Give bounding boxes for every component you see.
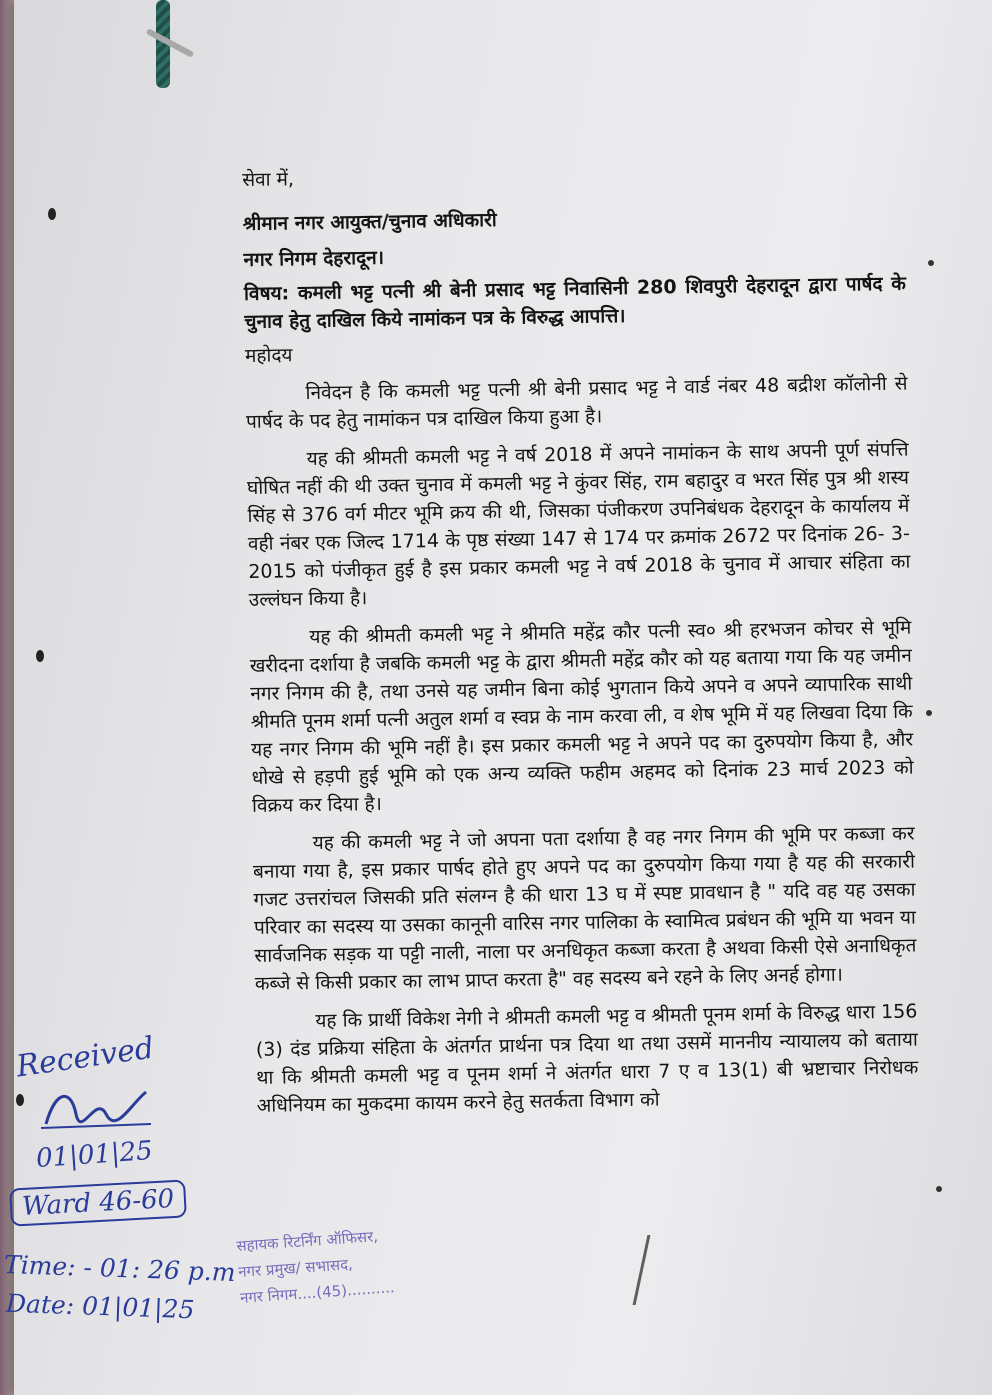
stamp-line-1: सहायक रिटर्निंग ऑफिसर, xyxy=(235,1227,379,1256)
paragraph-4: यह की कमली भट्ट ने जो अपना पता दर्शाया है वह नगर निगम की भूमि पर कब्जा कर बनाया गया है, इस प्रकार पार्षद होते हुए अपने पद का दुरुपयोग किया गया है यह की सरकारी गजट उत्तरांचल जिसकी प्रति संलग्न है की धारा 13 घ में स्पष्ट प्रावधान है " यदि वह यह उसका परिवार का सदस्य या उसका कानूनी वारिस नगर पालिका के स्वामित्व प्रबंधन की भूमि या भवन या सार्वजनिक सड़क या पट्टी नाली, नाला पर अनधिकृत कब्जा करता है अथवा किसी ऐसे अनाधिकृत कब्जे से किसी प्रकार का लाभ प्राप्त करता है" वह सदस्य बने रहने के लिए अनर्ह होगा। xyxy=(252,822,917,995)
punch-hole xyxy=(36,650,44,662)
paragraph-2: यह की श्रीमती कमली भट्ट ने वर्ष 2018 में अपने नामांकन के साथ अपनी पूर्ण संपत्ति घोषित नहीं की थी उक्त चुनाव में कमली भट्ट ने कुंवर सिंह, राम बहादुर व भरत सिंह पुत्र श्री शस्य सिंह से 376 वर्ग मीटर भूमि क्रय की थी, जिसका पंजीकरण उपनिबंधक देहरादून के कार्यालय में वही नंबर एक जिल्द 1714 के पृष्ठ संख्या 147 से 174 पर क्रमांक 2672 पर दिनांक 26- 3- 2015 को पंजीकृत हुई है इस प्रकार कमली भट्ट ने वर्ष 2018 के चुनाव में आचार संहिता का उल्लंघन किया है। xyxy=(246,438,911,611)
ink-dot xyxy=(936,1186,942,1192)
staple xyxy=(146,28,195,58)
receipt-date: 01|01|25 xyxy=(35,1135,154,1175)
ward-range: Ward 46-60 xyxy=(9,1179,187,1226)
receipt-date-2: Date: 01|01|25 xyxy=(5,1288,195,1325)
punch-hole xyxy=(16,1094,24,1106)
stamp-line-2: नगर प्रमुख/ सभासद, xyxy=(237,1255,354,1282)
received-note: Received xyxy=(14,1030,157,1085)
receiver-signature xyxy=(36,1084,156,1134)
greeting: महोदय xyxy=(244,344,293,367)
receipt-time: Time: - 01: 26 p.m xyxy=(3,1249,236,1288)
paragraph-3: यह की श्रीमती कमली भट्ट ने श्रीमति महेंद्र कौर पत्नी स्व० श्री हरभजन कोचर से भूमि खरीदना दर्शाया है जबकि कमली भट्ट के द्वारा श्रीमती महेंद्र कौर को यह बताया गया कि यह जमीन नगर निगम की है, तथा उनसे यह जमीन बिना कोई भुगतान किये अपने व अपने व्यापारिक साथी श्रीमति पूनम शर्मा पत्नी अतुल शर्मा व स्वप्न के नाम करवा ली, व शेष भूमि में यह लिखवा दिया कि यह नगर निगम की भूमि नहीं है। इस प्रकार कमली भट्ट ने अपने पद का दुरुपयोग किया है, और धोखे से हड़पी हुई भूमि को एक अन्य व्यक्ति फहीम अहमद को दिनांक 23 मार्च 2023 को विक्रय कर दिया है। xyxy=(249,616,914,817)
official-stamp xyxy=(236,1217,471,1311)
paragraph-1: निवेदन है कि कमली भट्ट पत्नी श्री बेनी प्रसाद भट्ट ने वार्ड नंबर 48 बद्रीश कॉलोनी से पार्षद के पद हेतु नामांकन पत्र दाखिल किया हुआ है। xyxy=(245,372,908,433)
addressee-line-2: नगर निगम देहरादून। xyxy=(243,246,385,271)
stamp-line-3: नगर निगम....(45).......... xyxy=(239,1278,396,1307)
subject-line: विषय: कमली भट्ट पत्नी श्री बेनी प्रसाद भट्ट निवासिनी 280 शिवपुरी देहरादून द्वारा पार्षद के चुनाव हेतु दाखिल किये नामांकन पत्र के विरुद्ध आपत्ति। xyxy=(243,272,907,333)
ink-dot xyxy=(926,710,932,716)
paragraph-5: यह कि प्रार्थी विकेश नेगी ने श्रीमती कमली भट्ट व श्रीमती पूनम शर्मा के विरुद्ध धारा 156 (3) दंड प्रक्रिया संहिता के अंतर्गत प्रार्थना पत्र दिया था तथा उसमें माननीय न्यायालय को बताया था कि श्रीमती कमली भट्ट व पूनम शर्मा ने अंतर्गत धारा 7 ए व 13(1) बी भ्रष्टाचार निरोधक अधिनियम का मुकदमा कायम करने हेतु सतर्कता विभाग को xyxy=(255,1000,919,1117)
letter-body xyxy=(242,156,919,1120)
addressee-line-1: श्रीमान नगर आयुक्त/चुनाव अधिकारी xyxy=(242,209,497,235)
ink-dot xyxy=(928,260,934,266)
salutation: सेवा में, xyxy=(242,168,295,191)
punch-hole xyxy=(48,208,56,220)
